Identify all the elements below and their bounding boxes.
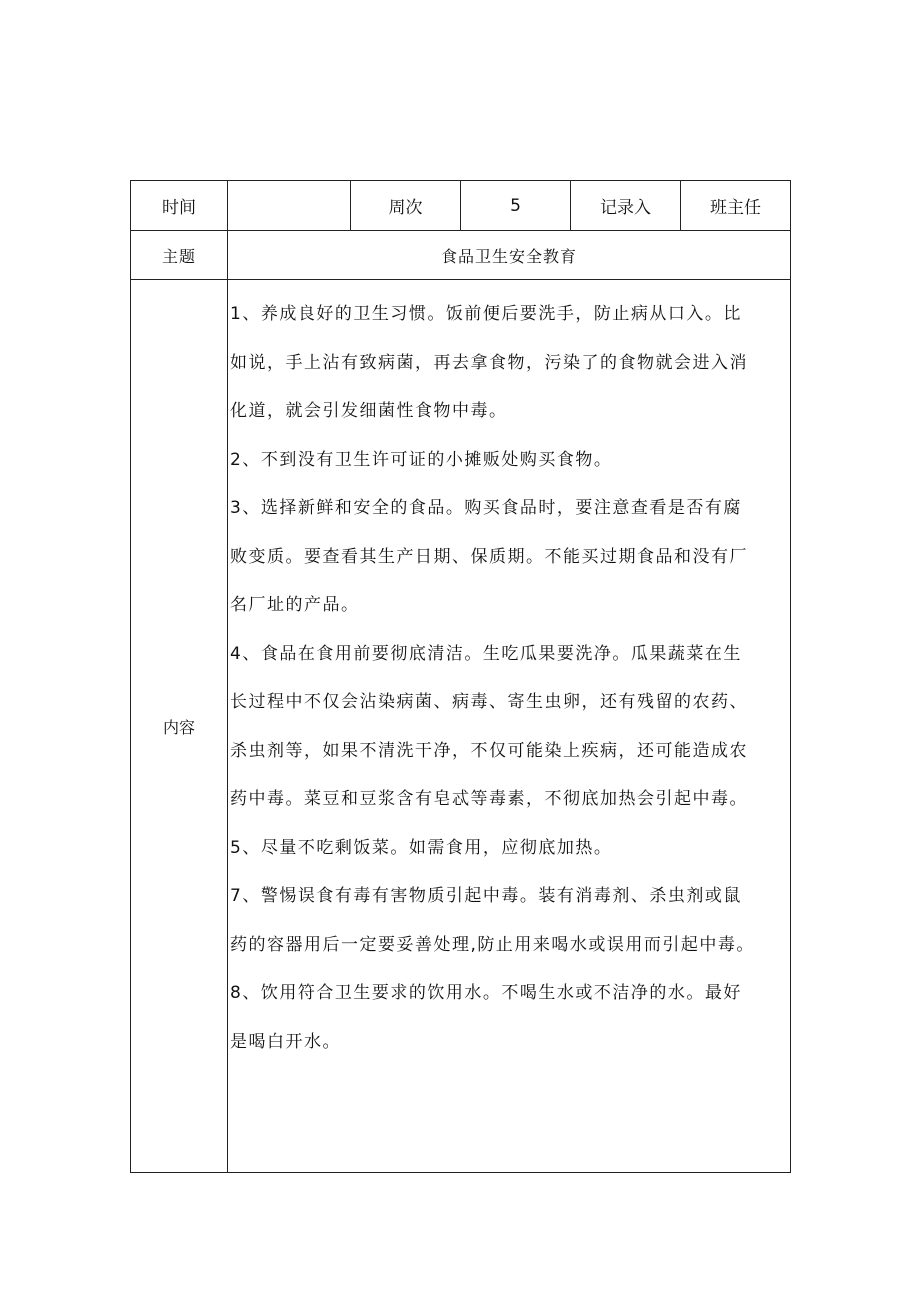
content-line: 长过程中不仅会沾染病菌、病毒、寄生虫卵，还有残留的农药、 [230, 692, 748, 712]
content-label: 内容 [131, 280, 228, 1173]
content-line: 化道，就会引发细菌性食物中毒。 [230, 401, 508, 421]
content-line: 7、警惕误食有毒有害物质引起中毒。装有消毒剂、杀虫剂或鼠 [230, 886, 742, 906]
content-body [228, 280, 791, 1173]
content-line: 3、选择新鲜和安全的食品。购买食品时，要注意查看是否有腐 [230, 498, 742, 518]
content-line: 名厂址的产品。 [230, 595, 360, 615]
content-line: 8、饮用符合卫生要求的饮用水。不喝生水或不洁净的水。最好 [230, 983, 742, 1003]
recorder-value: 班主任 [681, 181, 791, 231]
recorder-label: 记录入 [571, 181, 681, 231]
week-label: 周次 [351, 181, 461, 231]
time-label: 时间 [131, 181, 228, 231]
topic-label: 主题 [131, 231, 228, 280]
content-line: 1、养成良好的卫生习惯。饭前便后要洗手，防止病从口入。比 [230, 304, 742, 324]
content-line: 药中毒。菜豆和豆浆含有皂忒等毒素，不彻底加热会引起中毒。 [230, 789, 748, 809]
topic-value: 食品卫生安全教育 [228, 231, 791, 280]
content-line: 5、尽量不吃剩饭菜。如需食用，应彻底加热。 [230, 837, 613, 858]
content-line: 是喝白开水。 [230, 1031, 341, 1052]
content-line: 2、不到没有卫生许可证的小摊贩处购买食物。 [230, 449, 613, 470]
record-table [130, 180, 791, 1173]
content-line: 败变质。要查看其生产日期、保质期。不能买过期食品和没有厂 [230, 546, 748, 567]
content-list [228, 280, 790, 1066]
time-value [228, 181, 351, 231]
header-row [131, 181, 791, 231]
topic-row [131, 231, 791, 280]
content-row [131, 280, 791, 1173]
content-line: 杀虫剂等，如果不清洗干净，不仅可能染上疾病，还可能造成农 [230, 740, 748, 761]
content-line: 药的容器用后一定要妥善处理,防止用来喝水或误用而引起中毒。 [230, 934, 755, 955]
content-line: 4、食品在食用前要彻底清洁。生吃瓜果要洗净。瓜果蔬菜在生 [230, 643, 742, 664]
week-value: 5 [461, 181, 571, 231]
content-line: 如说，手上沾有致病菌，再去拿食物，污染了的食物就会进入消 [230, 352, 748, 373]
